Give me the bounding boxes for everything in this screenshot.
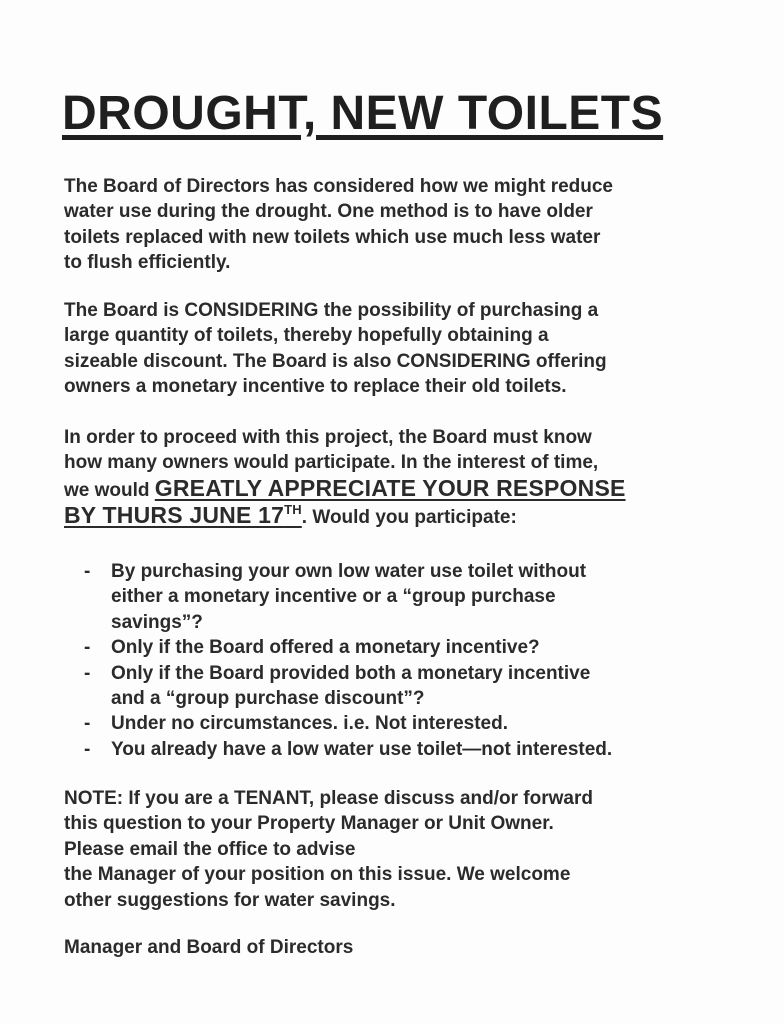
- dash-bullet: -: [84, 662, 91, 684]
- text-line: The Board is CONSIDERING the possibility of purchasing a: [64, 300, 599, 321]
- text-line: large quantity of toilets, thereby hopefully obtaining a: [64, 325, 549, 347]
- intro-paragraph: [64, 174, 613, 276]
- text-line: In order to proceed with this project, the Board must know: [64, 427, 592, 448]
- text-line: NOTE: If you are a TENANT, please discuss and/or forward: [64, 788, 593, 809]
- participation-options-list: [84, 559, 612, 762]
- text-line: [64, 476, 626, 503]
- text-line: this question to your Property Manager or Unit Owner.: [64, 813, 554, 835]
- text-line: The Board of Directors has considered how we might reduce: [64, 176, 613, 197]
- list-item: [84, 635, 612, 660]
- list-item: [84, 661, 612, 712]
- text-line: Only if the Board provided both a monetary incentive: [111, 662, 591, 684]
- list-item: [84, 737, 612, 762]
- text-line: Only if the Board offered a monetary incentive?: [111, 637, 540, 659]
- text-line: savings”?: [111, 611, 203, 633]
- dash-bullet: -: [84, 738, 91, 760]
- considering-paragraph: [64, 298, 607, 400]
- text-line: and a “group purchase discount”?: [111, 688, 425, 710]
- text-fragment: we would: [64, 479, 155, 501]
- text-line: toilets replaced with new toilets which use much less water: [64, 226, 601, 248]
- text-line: owners a monetary incentive to replace their old toilets.: [64, 376, 567, 398]
- deadline-emphasis: [64, 502, 302, 528]
- signature: Manager and Board of Directors: [64, 937, 354, 958]
- dash-bullet: -: [84, 637, 91, 659]
- text-line: how many owners would participate. In the interest of time,: [64, 452, 599, 474]
- list-item: [84, 559, 612, 635]
- request-paragraph: [64, 425, 626, 531]
- page-title: DROUGHT, NEW TOILETS: [62, 87, 664, 140]
- text-line: [64, 503, 626, 530]
- text-line: Under no circumstances. i.e. Not interested.: [111, 713, 508, 735]
- text-line: the Manager of your position on this issue. We welcome: [64, 864, 571, 886]
- text-line: water use during the drought. One method is to have older: [64, 201, 593, 223]
- tenant-note-paragraph: [64, 786, 593, 913]
- text-line: other suggestions for water savings.: [64, 889, 396, 911]
- text-line: By purchasing your own low water use toilet without: [111, 561, 587, 582]
- date-suffix: TH: [284, 502, 302, 518]
- dash-bullet: -: [84, 561, 91, 582]
- list-item: [84, 711, 612, 736]
- text-line: sizeable discount. The Board is also CONSIDERING offering: [64, 350, 607, 372]
- text-line: You already have a low water use toilet—not interested.: [111, 738, 613, 760]
- response-emphasis: GREATLY APPRECIATE YOUR RESPONSE: [154, 474, 626, 501]
- text-line: Please email the office to advise: [64, 838, 356, 860]
- dash-bullet: -: [84, 713, 91, 735]
- text-line: to flush efficiently.: [64, 252, 231, 274]
- text-fragment: . Would you participate:: [301, 507, 517, 529]
- deadline-date: BY THURS JUNE 17: [64, 502, 285, 529]
- text-line: either a monetary incentive or a “group purchase: [111, 586, 556, 608]
